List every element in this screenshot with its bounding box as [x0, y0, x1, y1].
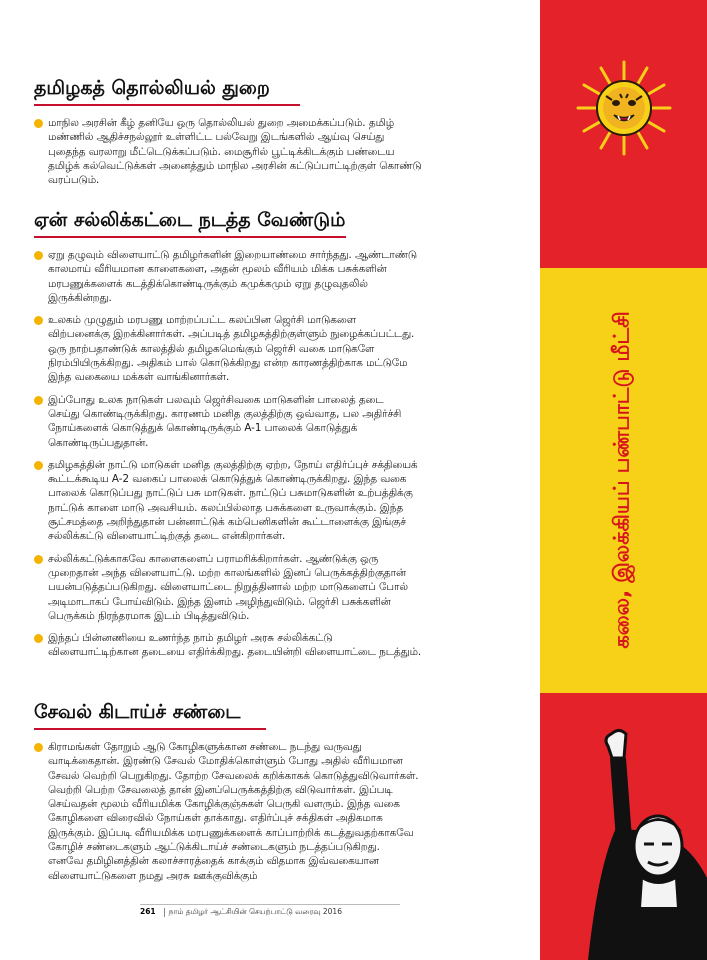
- title-underline: [34, 104, 300, 106]
- bullet-item: [34, 458, 534, 544]
- footer-divider: [164, 908, 165, 917]
- bullet-text: கிராமங்கள் தோறும் ஆடு கோழிகளுக்கான சண்டை நடந்து வருவது வாடிக்கைதான். இரண்டு சேவல் மோதிக்கொள்ளும் போது அதில் வீரியமான சேவல் வெற்றி பெறுகிறது. தோற்ற சேவலைக் கறிக்காகக் கொடுத்துவிடுவார்கள். வெற்றி பெற்ற சேவலைத் தான் இனப்பெருக்கத்திற்கு விடுவார்கள். இப்படி செய்வதன் மூலம் வீரியமிக்க கோழிக்குஞ்சுகள் பெருகி வளரும். இந்த வகை கோழிகளை விரைவில் நோய்கள் தாக்காது. எதிர்ப்புச் சக்திகள் அதிகமாக இருக்கும். இப்படி வீரியமிக்க மரபணுக்களைக் காப்பாற்றிக் கடத்துவதற்காகவே கோழிச் சண்டைகளும் ஆட்டுக்கிடாய்ச் சண்டைகளும் நடத்தப்படுகிறது. எனவே தமிழினத்தின் கலாச்சாரத்தைக் காக்கும் விதமாக இவ்வகையான விளையாட்டுகளை நமது அரசு ஊக்குவிக்கும்: [48, 741, 419, 882]
- raised-fist-figure-icon: [558, 728, 707, 960]
- bullet-dot-icon: [34, 251, 43, 260]
- bullet-dot-icon: [34, 316, 43, 325]
- bullet-dot-icon: [34, 119, 43, 128]
- bullet-item: [34, 313, 534, 384]
- footer-text: நாம் தமிழர் ஆட்சியின் செயற்பாட்டு வரைவு 2016: [168, 907, 342, 916]
- section-title: சேவல் கிடாய்ச் சண்டை: [34, 701, 241, 723]
- bullet-text: மாநில அரசின் கீழ் தனியே ஒரு தொல்லியல் துறை அமைக்கப்படும். தமிழ் மண்ணில் ஆதிச்சநல்லூர் உள்ளிட்ட பல்வேறு இடங்களில் ஆய்வு செய்து புதைந்த வரலாறு மீட்டெடுக்கப்படும். மைசூரில் பூட்டிக்கிடக்கும் பண்டைய தமிழ்க் கல்வெட்டுக்கள் அனைத்தும் மாநில அரசின் கட்டுப்பாட்டிற்குள் கொண்டு வரப்படும்.: [48, 117, 422, 187]
- bullet-dot-icon: [34, 396, 43, 405]
- title-underline: [34, 728, 266, 730]
- title-underline: [34, 236, 346, 238]
- bullet-item: [34, 631, 534, 660]
- bullet-text: இப்போது உலக நாடுகள் பலவும் ஜெர்சிவகை மாடுகளின் பாலைத் தடை செய்து கொண்டிருக்கிறது. காரணம் மனித குலத்திற்கு ஒவ்வாத, பல அதிர்ச்சி நோய்களைக் கொடுத்துக் கொண்டிருக்கும் A-1 பாலைக் கொடுத்துக் கொண்டிருப்பதுதான்.: [48, 393, 402, 449]
- bullet-item: [34, 248, 534, 305]
- tiger-emblem-icon: [576, 60, 672, 156]
- page-number: 261: [140, 907, 156, 916]
- bullet-dot-icon: [34, 555, 43, 564]
- bullet-text: உலகம் முழுதும் மரபணு மாற்றப்பட்ட கலப்பின ஜெர்சி மாடுகளை விற்பனைக்கு இறக்கினார்கள். அப்படித் தமிழகத்திற்குள்ளும் நுழைக்கப்பட்டது. ஒரு நாற்பதாண்டுக் காலத்தில் தமிழகமெங்கும் ஜெர்சி வகை மாடுகளே நிரம்பியிருக்கிறது. அதிகம் பால் கொடுக்கிறது என்ற காரணத்திற்காக மட்டுமே இந்த வகையை மக்கள் வாங்கினார்கள்.: [48, 314, 415, 384]
- section-jallikattu: [34, 208, 534, 668]
- bullet-dot-icon: [34, 461, 43, 470]
- bullet-dot-icon: [34, 743, 43, 752]
- section-title: தமிழகத் தொல்லியல் துறை: [34, 77, 270, 99]
- bullet-item: [34, 116, 534, 187]
- bullet-text: தமிழகத்தின் நாட்டு மாடுகள் மனித குலத்திற்கு ஏற்ற, நோய் எதிர்ப்புச் சக்தியைக் கூட்டக்கூடிய A-2 வகைப் பாலைக் கொடுத்துக் கொண்டிருக்கிறது. இந்த வகை பாலைக் கொடுப்பது நாட்டுப் பசு மாடுகள். நாட்டுப் பசுமாடுகளின் உற்பத்திக்கு நாட்டுக் காளை மாடு அவசியம். கலப்பில்லாத பசுக்களை உருவாக்கும். இந்த சூட்சமத்தை அறிந்துதான் பன்னாட்டுக் கம்பெனிகளின் கூட்டாளைக்கு இங்குச் சல்லிக்கட்டு விளையாட்டிற்குத் தடை என்கிறார்கள்.: [48, 458, 418, 543]
- bullet-text: ஏறு தழுவும் விளையாட்டு தமிழர்களின் இறையாண்மை சார்ந்தது. ஆண்டாண்டு காலமாய் வீரியமான காளைகளை, அதன் மூலம் வீரியம் மிக்க பசுக்களின் மரபணுக்களைக் கடத்திக்கொண்டிருக்கும் கமுக்கமும் ஏறு தழுவுதலில் இருக்கின்றது.: [48, 249, 417, 304]
- section-cockfight: [34, 700, 534, 891]
- bullet-text: சல்லிக்கட்டுக்காகவே காளைகளைப் பராமரிக்கிறார்கள். ஆண்டுக்கு ஒரு முறைதான் அந்த விளையாட்டு. மற்ற காலங்களில் இனப் பெருக்கத்திற்குதான் பயன்படுத்தப்படுகிறது. விளையாட்டை நிறுத்தினால் மற்ற மாடுகளைப் போல் அடிமாடாகப் போய்விடும். இந்த இனம் அழிந்துவிடும். ஜெர்சி பசுக்களின் பெருக்கம் நிரந்தரமாக இடம் பிடித்துவிடும்.: [48, 552, 408, 622]
- bullet-text: இந்தப் பின்னணியை உணர்ந்த நாம் தமிழர் அரசு சல்லிக்கட்டு விளையாட்டிற்கான தடையை எதிர்க்கிறது. தடையின்றி விளையாட்டை நடத்தும்.: [48, 632, 422, 659]
- bullet-item: [34, 393, 534, 450]
- bullet-item: [34, 552, 534, 623]
- bullet-dot-icon: [34, 634, 43, 643]
- page-footer: [140, 904, 400, 921]
- banner-vertical-title: கலை, இலக்கியப் பண்பாட்டு மீட்சி: [609, 311, 634, 649]
- bullet-item: [34, 740, 534, 883]
- section-archaeology: [34, 76, 534, 195]
- section-title: ஏன் சல்லிக்கட்டை நடத்த வேண்டும்: [34, 209, 346, 231]
